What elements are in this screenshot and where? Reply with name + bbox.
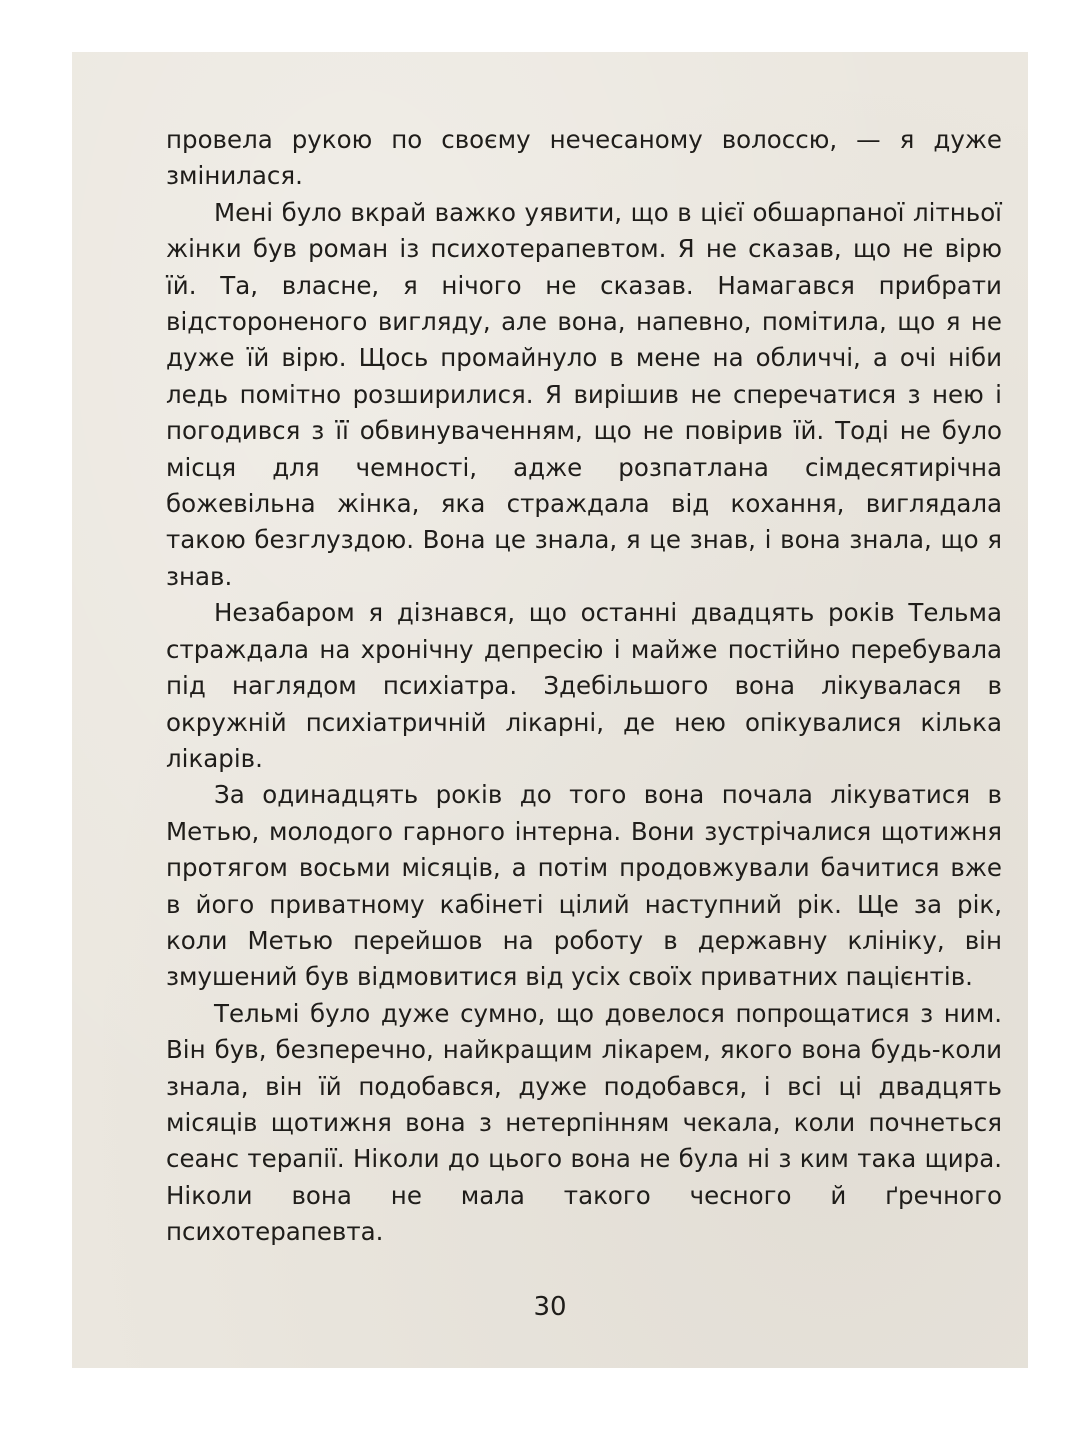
book-page (72, 52, 1028, 1368)
paragraph: Мені було вкрай важко уявити, що в цієї обшарпаної літньої жінки був роман із психотерапевтом. Я не сказав, що не вірю їй. Та, власне, я нічого не сказав. Намагався прибрати відстороненого вигляду, але вона, напевно, помітила, що я не дуже їй вірю. Щось промайнуло в мене на обличчі, а очі ніби ледь помітно розширилися. Я вирішив не сперечатися з нею і погодився з її обвинуваченням, що не повірив їй. Тоді не було місця для чемності, адже розпатлана сімдесятирічна божевільна жінка, яка страждала від кохання, виглядала такою безглуздою. Вона це знала, я це знав, і вона знала, що я знав. (166, 197, 1002, 591)
paragraph: Незабаром я дізнався, що останні двадцять років Тельма страждала на хронічну депресію і майже постійно перебувала під наглядом психіатра. Здебільшого вона лікувалася в окружній психіатричній лікарні, де нею опікувалися кілька лікарів. (166, 598, 1002, 773)
paragraph: Тельмі було дуже сумно, що довелося попрощатися з ним. Він був, безперечно, найкращим лікарем, якого вона будь-коли знала, він їй подобався, дуже подобався, і всі ці двадцять місяців щотижня вона з нетерпінням чекала, коли почнеться сеанс терапії. Ніколи до цього вона не була ні з ким така щира. Ніколи вона не мала такого чесного й ґречного психотерапевта. (166, 998, 1002, 1247)
page-number: 30 (533, 1292, 567, 1322)
body-text (166, 122, 1002, 1251)
paragraph: За одинадцять років до того вона почала лікуватися в Метью, молодого гарного інтерна. Вони зустрічалися щотижня протягом восьми місяців, а потім продовжували бачитися вже в його приватному кабінеті цілий наступний рік. Ще за рік, коли Метью перейшов на роботу в державну клініку, він змушений був відмовитися від усіх своїх приватних пацієнтів. (166, 780, 1002, 992)
paragraph-continuation: провела рукою по своєму нечесаному волоссю, — я дуже змінилася. (166, 125, 1002, 191)
